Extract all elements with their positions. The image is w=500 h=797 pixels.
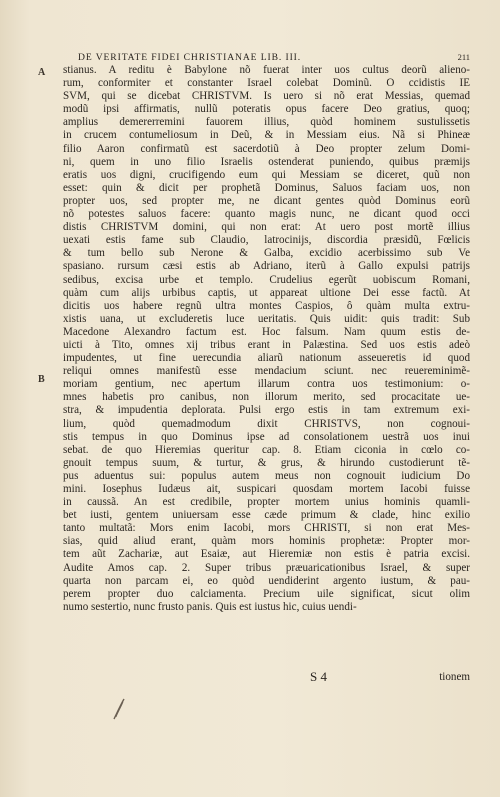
text-line: sebat. de quo Hieremias queritur cap. 8. Etiam ciconia in cœlo co- xyxy=(63,443,470,456)
text-line: eratis uos digni, crucifigendo eum qui Messiam se diceret, quũ non xyxy=(63,168,470,181)
text-line: sias, quid aliud erant, quàm mors hominis prophetæ: Propter mor- xyxy=(63,535,470,548)
text-line: stianus. A reditu è Babylone nõ fuerat inter uos cultus deorũ alieno- xyxy=(63,64,470,76)
text-line: distis CHRISTVM domini, qui non erat: At uero post mortẽ illius xyxy=(63,221,470,234)
text-line: in caussã. An est credibile, propter mortem unius hominis quamli- xyxy=(63,496,470,509)
text-line: in crucem contumeliosum in Deũ, & in Messiam eius. Nã si Phineæ xyxy=(63,129,470,142)
text-line: quarta non parcam ei, eo quòd uendiderint argento iustum, & pau- xyxy=(63,574,470,587)
running-header xyxy=(78,52,470,63)
text-line: gnouit tempus suum, & turtur, & grus, & hirundo custodierunt tẽ- xyxy=(63,456,470,469)
margin-marker-a: A xyxy=(38,67,46,78)
text-line: stis tempus in quo Dominus ipse ad consolationem uestrã uos inui xyxy=(63,430,470,443)
text-line: ni, quem in uno filio Israelis ostenderat puniendo, quibus præmijs xyxy=(63,155,470,168)
text-line: reliqui omnes manifestũ esse mendacium sciunt. nec reuereminimẽ- xyxy=(63,365,470,378)
text-line: amplius demererremini fauorem illius, quòd hominem sustulissetis xyxy=(63,116,470,129)
text-line: quàm cum alijs urbibus captis, ut appareat ultione Dei esse factũ. At xyxy=(63,286,470,299)
text-line: moriam gentium, nec apertum illarum contra uos testimonium: o- xyxy=(63,378,470,391)
handwritten-slash-icon xyxy=(112,697,126,721)
text-line: propter uos, sed propter me, ne dicant gentes quòd Dominus eorũ xyxy=(63,194,470,207)
signature-mark: S 4 xyxy=(310,669,327,684)
text-line: modũ ipsi affirmatis, nullũ poteratis opus facere Deo gratius, quoq; xyxy=(63,103,470,116)
text-line: perem propter duo calciamenta. Precium uile significat, sicut olim xyxy=(63,587,470,600)
text-line: uicti à Tito, omnes xij tribus erant in Palæstina. Sed uos estis adeò xyxy=(63,338,470,351)
text-line: sedibus, excisa urbe et templo. Crudelius egerũt uobiscum Romani, xyxy=(63,273,470,286)
text-line: impudentes, ut fine uerecundia aliarũ nationum asseueretis id quod xyxy=(63,352,470,365)
running-title: DE VERITATE FIDEI CHRISTIANAE LIB. III. xyxy=(78,52,302,63)
text-line: tanto multatã: Mors enim Iacobi, mors CHRISTI, si non erat Mes- xyxy=(63,522,470,535)
text-line: filio Aaron confirmatũ est sacerdotiũ à Deo propter zelum Domi- xyxy=(63,142,470,155)
text-line: bet iusti, gentem uniuersam esse cæde primum & clade, hinc exilio xyxy=(63,509,470,522)
body-text xyxy=(63,64,470,614)
text-line: nõ potestes saluos facere: quanto magis nunc, ne dicant quod occi xyxy=(63,208,470,221)
text-line: Audite Amos cap. 2. Super tribus præuaricationibus Israel, & super xyxy=(63,561,470,574)
text-line: xistis uana, ut excluderetis luce ueritatis. Quis uidit: quis tradit: Sub xyxy=(63,312,470,325)
text-line: esset: quin & dicit per prophetã Dominus, Saluos faciam uos, non xyxy=(63,181,470,194)
margin-marker-b: B xyxy=(38,374,45,385)
catchword: tionem xyxy=(439,671,470,683)
text-line: numo sestertio, nunc frusto panis. Quis est iustus hic, cuius uendi- xyxy=(63,600,357,613)
text-line: mini. Iosephus Iudæus ait, suspicari quosdam mortem Iacobi fuisse xyxy=(63,483,470,495)
text-line: tem aũt Zachariæ, aut Esaiæ, aut Hieremiæ non estis è patria excisi. xyxy=(63,548,470,561)
text-line: dicitis uos habere regnũ ultra montes Caspios, ô quàm multa extru- xyxy=(63,299,470,312)
text-line: pus aduentus sui: populus autem meus non cognouit iudicium Do xyxy=(63,469,470,482)
text-line: uexati estis fame sub Claudio, latrocinijs, discordia præsidũ, Fœlicis xyxy=(63,234,470,247)
text-line: lium, quòd quemadmodum dixit CHRISTVS, non cognoui- xyxy=(63,417,470,430)
text-line: SVM, qui se dicebat CHRISTVM. Is uero si nõ erat Messias, quemad xyxy=(63,90,470,103)
text-line: spasiano. rursum cæsi estis ab Adriano, iterũ à Gallo expulsi patrijs xyxy=(63,260,470,273)
text-line: & tum bello sub Nerone & Galba, excidio acerbissimo sub Ve xyxy=(63,247,470,260)
text-line: rum, conformiter et constanter Israel colebat Dominũ. O ccidistis IE xyxy=(63,77,470,90)
text-line: stra, & impudentia deplorata. Pulsi ergo estis in tam extremum exi- xyxy=(63,404,470,417)
folio-number: 211 xyxy=(457,52,470,62)
text-line: Macedone Alexandro factum est. Hoc falsum. Nam quum estis de- xyxy=(63,325,470,338)
text-line: mnes habetis pro canibus, non illorum merito, sed procacitate ue- xyxy=(63,391,470,404)
